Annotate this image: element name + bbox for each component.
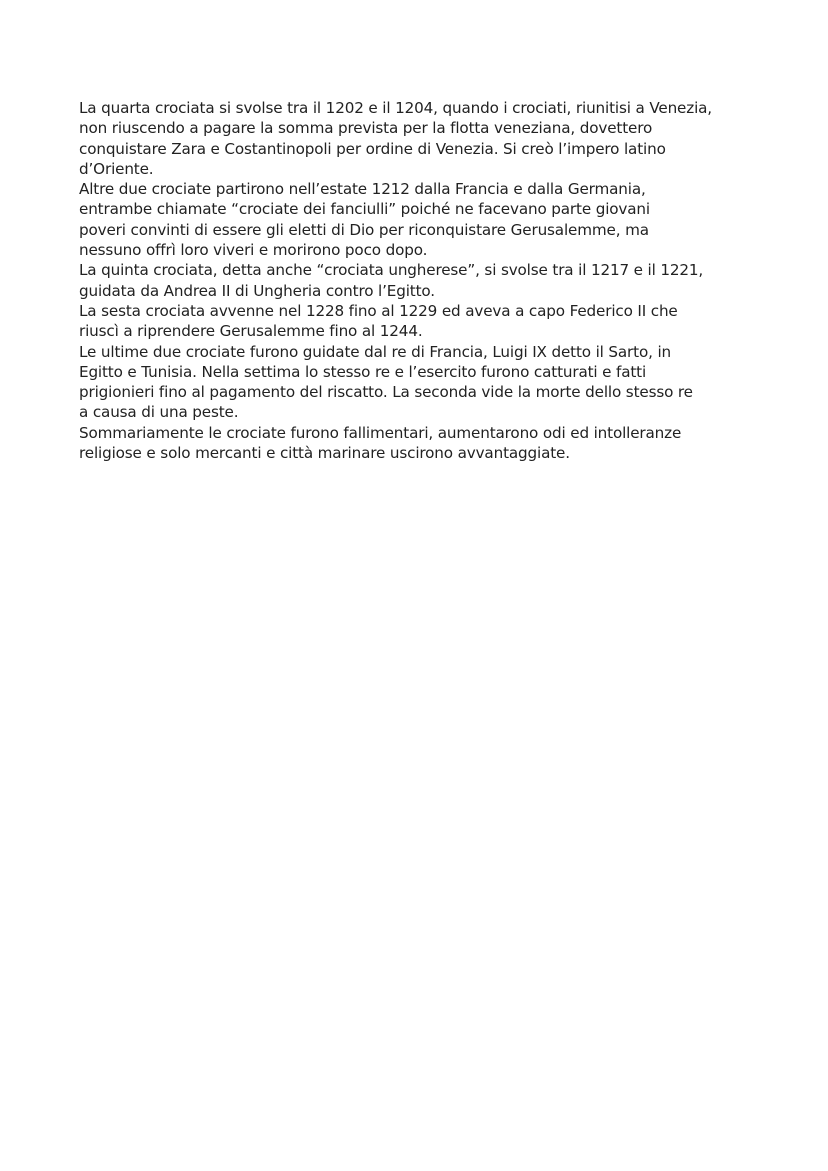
text-line: Egitto e Tunisia. Nella settima lo stesso re e l’esercito furono catturati e fatti [79,362,647,381]
text-line: entrambe chiamate “crociate dei fanciulli” poiché ne facevano parte giovani [79,200,650,219]
text-line: Sommariamente le crociate furono fallimentari, aumentarono odi ed intolleranze [79,423,682,442]
text-line: poveri convinti di essere gli eletti di Dio per riconquistare Gerusalemme, ma [79,220,649,239]
text-line: riuscì a riprendere Gerusalemme fino al 1244. [79,322,423,341]
text-line: guidata da Andrea II di Ungheria contro l’Egitto. [79,281,435,300]
text-line: non riuscendo a pagare la somma prevista per la flotta veneziana, dovettero [79,119,653,138]
body-text [79,98,759,463]
text-line: d’Oriente. [79,159,154,178]
text-line: La sesta crociata avvenne nel 1228 fino al 1229 ed aveva a capo Federico II che [79,301,678,320]
text-line: conquistare Zara e Costantinopoli per ordine di Venezia. Si creò l’impero latino [79,139,666,158]
text-line: La quarta crociata si svolse tra il 1202 e il 1204, quando i crociati, riunitisi a Venezia, [79,99,712,117]
text-line: prigionieri fino al pagamento del riscatto. La seconda vide la morte dello stesso re [79,383,693,402]
text-line: Altre due crociate partirono nell’estate 1212 dalla Francia e dalla Germania, [79,180,646,199]
text-line: Le ultime due crociate furono guidate dal re di Francia, Luigi IX detto il Sarto, in [79,342,671,361]
text-line: religiose e solo mercanti e città marinare uscirono avvantaggiate. [79,444,570,463]
text-line: a causa di una peste. [79,403,239,422]
text-line: nessuno offrì loro viveri e morirono poco dopo. [79,241,428,260]
text-line: La quinta crociata, detta anche “crociata ungherese”, si svolse tra il 1217 e il 1221, [79,261,704,280]
